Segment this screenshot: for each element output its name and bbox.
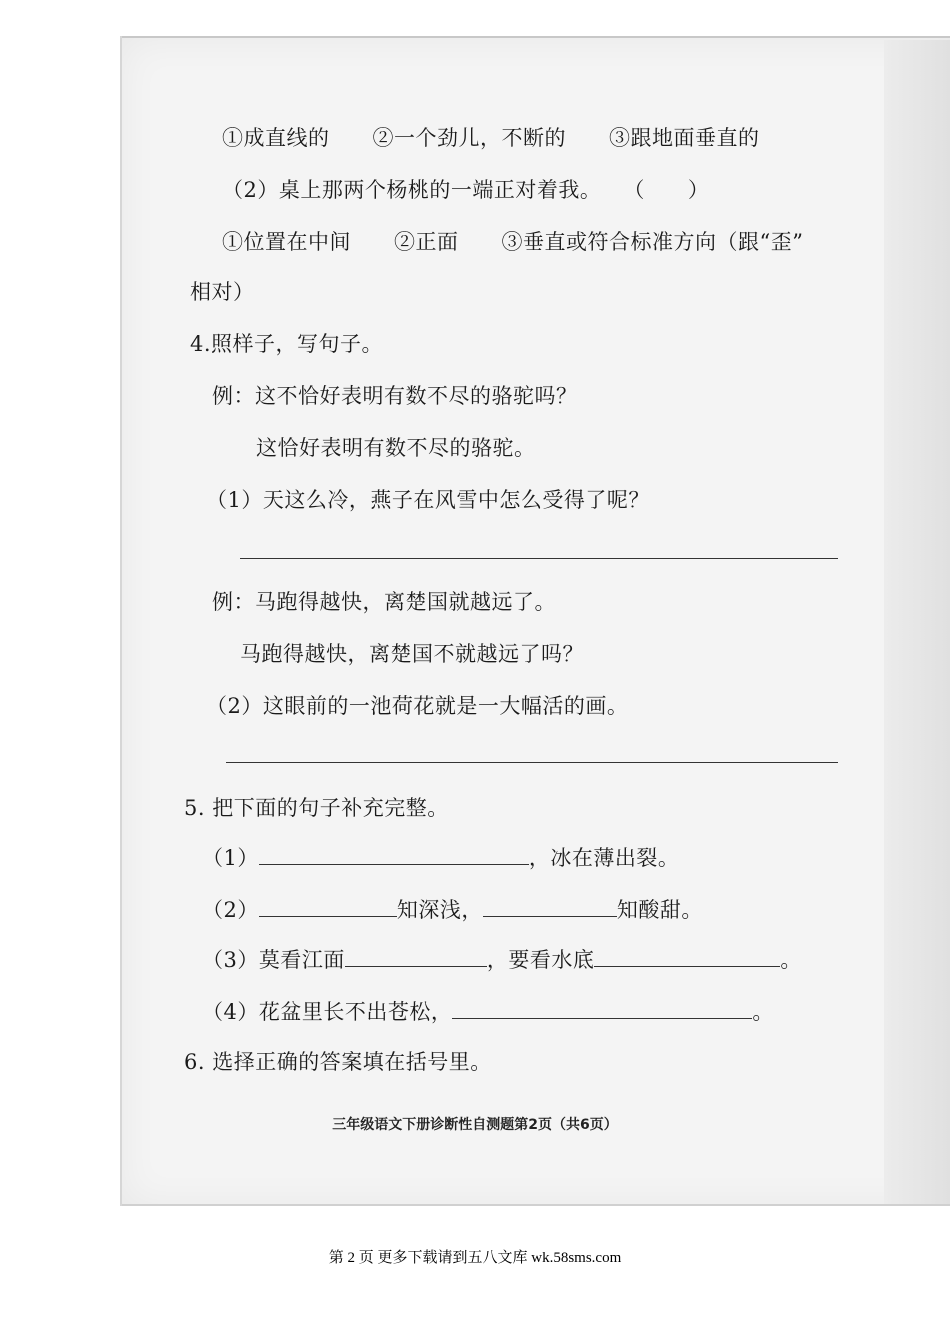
q5-item-3-prefix: （3）莫看江面 bbox=[202, 948, 345, 972]
q5-item-2-blank-1[interactable] bbox=[259, 894, 397, 917]
q5-item-2-middle: 知深浅， bbox=[396, 898, 483, 922]
q4-subquestion-1: （1）天这么冷，燕子在风雪中怎么受得了呢？ bbox=[206, 488, 650, 512]
q3-options-2: ①位置在中间 ②正面 ③垂直或符合标准方向（跟“歪” bbox=[222, 230, 804, 254]
q5-item-2-blank-2[interactable] bbox=[483, 894, 617, 917]
q5-item-1 bbox=[202, 842, 679, 872]
q4-answer-line-1[interactable] bbox=[240, 558, 838, 559]
q5-item-2-prefix: （2） bbox=[202, 898, 259, 922]
q4-subquestion-2: （2）这眼前的一池荷花就是一大幅活的画。 bbox=[206, 694, 629, 718]
q4-answer-line-2[interactable] bbox=[226, 762, 838, 763]
scan-edge-bottom bbox=[122, 1204, 950, 1206]
q5-item-1-suffix: ，冰在薄出裂。 bbox=[528, 846, 680, 870]
q5-item-3-blank-1[interactable] bbox=[345, 944, 487, 967]
q4-example-2-statement: 例：马跑得越快，离楚国就越远了。 bbox=[212, 590, 556, 614]
binding-margin bbox=[884, 40, 950, 1204]
q3-subquestion-2: （2）桌上那两个杨桃的一端正对着我。 （ ） bbox=[222, 178, 710, 202]
q5-item-3-suffix: 。 bbox=[780, 948, 802, 972]
question-6-title: 6. 选择正确的答案填在括号里。 bbox=[184, 1050, 492, 1074]
q5-item-4-blank[interactable] bbox=[452, 996, 752, 1019]
q5-item-3-middle: ，要看水底 bbox=[486, 948, 595, 972]
q5-item-1-blank[interactable] bbox=[259, 842, 529, 865]
q4-example-2-question: 马跑得越快，离楚国不就越远了吗？ bbox=[240, 642, 584, 666]
question-4-title: 4.照样子，写句子。 bbox=[190, 332, 384, 356]
source-note: 第 2 页 更多下载请到五八文库 wk.58sms.com bbox=[328, 1250, 622, 1266]
q5-item-3 bbox=[202, 944, 802, 974]
question-5-title: 5. 把下面的句子补充完整。 bbox=[184, 796, 449, 820]
q5-item-2-suffix: 知酸甜。 bbox=[616, 898, 703, 922]
q5-item-2 bbox=[202, 894, 703, 924]
q5-item-4-suffix: 。 bbox=[752, 1000, 774, 1024]
q5-item-4 bbox=[202, 996, 774, 1026]
q4-example-1-question: 例：这不恰好表明有数不尽的骆驼吗？ bbox=[212, 384, 578, 408]
q5-item-4-prefix: （4）花盆里长不出苍松， bbox=[202, 1000, 453, 1024]
q5-item-3-blank-2[interactable] bbox=[594, 944, 780, 967]
q3-options-1: ①成直线的 ②一个劲儿，不断的 ③跟地面垂直的 bbox=[222, 126, 760, 150]
q4-example-1-answer: 这恰好表明有数不尽的骆驼。 bbox=[256, 436, 536, 460]
page-footer: 三年级语文下册诊断性自测题第2页（共6页） bbox=[332, 1117, 618, 1133]
q3-options-2-continued: 相对） bbox=[190, 280, 255, 304]
q5-item-1-prefix: （1） bbox=[202, 846, 259, 870]
scanned-page bbox=[122, 38, 950, 1206]
